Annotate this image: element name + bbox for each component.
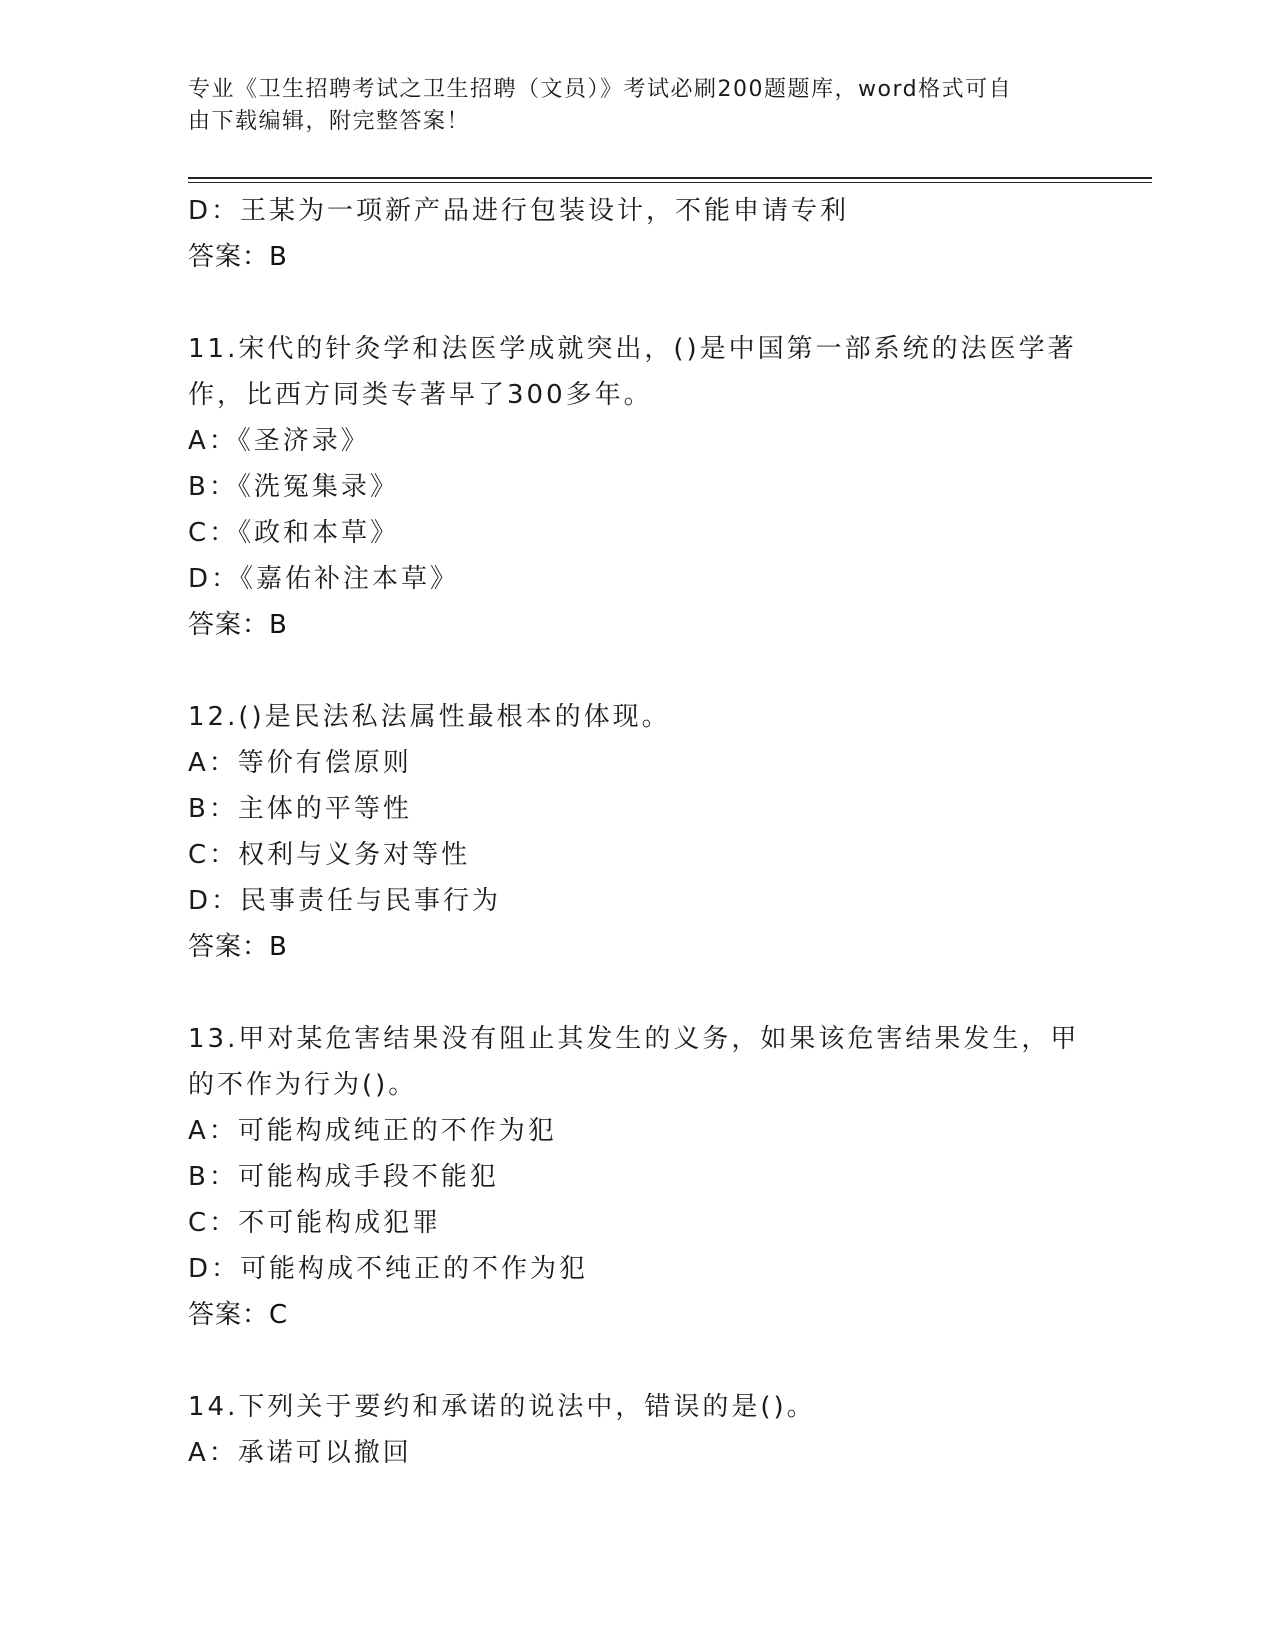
question-block bbox=[188, 188, 1088, 280]
answer-line: 答案：B bbox=[188, 932, 288, 962]
question-line: D：《嘉佑补注本草》 bbox=[188, 564, 460, 594]
question-line: C：权利与义务对等性 bbox=[188, 840, 471, 870]
question-line: D：可能构成不纯正的不作为犯 bbox=[188, 1254, 589, 1284]
question-line: 11.宋代的针灸学和法医学成就突出，()是中国第一部系统的法医学著 bbox=[188, 334, 1077, 364]
block-spacer bbox=[188, 280, 1088, 326]
header-line-1: 专业《卫生招聘考试之卫生招聘（文员）》考试必刷200题题库，word格式可自 bbox=[188, 77, 1013, 102]
question-block bbox=[188, 694, 1088, 970]
block-spacer bbox=[188, 648, 1088, 694]
header-line-2: 由下载编辑，附完整答案！ bbox=[188, 109, 471, 134]
header-divider bbox=[188, 177, 1152, 179]
block-spacer bbox=[188, 970, 1088, 1016]
question-block bbox=[188, 326, 1088, 648]
question-line: D：民事责任与民事行为 bbox=[188, 886, 502, 916]
question-line: C：不可能构成犯罪 bbox=[188, 1208, 442, 1238]
question-line: A：《圣济录》 bbox=[188, 426, 370, 456]
page-header bbox=[188, 74, 1068, 138]
question-block bbox=[188, 1016, 1088, 1338]
question-line: 14.下列关于要约和承诺的说法中，错误的是()。 bbox=[188, 1392, 816, 1422]
question-list bbox=[188, 188, 1088, 1476]
question-line: B：主体的平等性 bbox=[188, 794, 412, 824]
block-spacer bbox=[188, 1338, 1088, 1384]
answer-line: 答案：B bbox=[188, 610, 288, 640]
answer-line: 答案：B bbox=[188, 242, 288, 272]
question-line: A：承诺可以撤回 bbox=[188, 1438, 412, 1468]
question-line: B：可能构成手段不能犯 bbox=[188, 1162, 499, 1192]
question-line: 的不作为行为()。 bbox=[188, 1070, 418, 1100]
question-line: 作，比西方同类专著早了300多年。 bbox=[188, 380, 653, 410]
question-line: B：《洗冤集录》 bbox=[188, 472, 399, 502]
answer-line: 答案：C bbox=[188, 1300, 289, 1330]
header-divider-thin bbox=[188, 182, 1152, 183]
question-line: C：《政和本草》 bbox=[188, 518, 400, 548]
question-line: A：可能构成纯正的不作为犯 bbox=[188, 1116, 557, 1146]
question-line: 12.()是民法私法属性最根本的体现。 bbox=[188, 702, 671, 732]
question-line: 13.甲对某危害结果没有阻止其发生的义务，如果该危害结果发生，甲 bbox=[188, 1024, 1080, 1054]
question-line: D：王某为一项新产品进行包装设计，不能申请专利 bbox=[188, 196, 850, 226]
question-line: A：等价有偿原则 bbox=[188, 748, 412, 778]
question-block bbox=[188, 1384, 1088, 1476]
